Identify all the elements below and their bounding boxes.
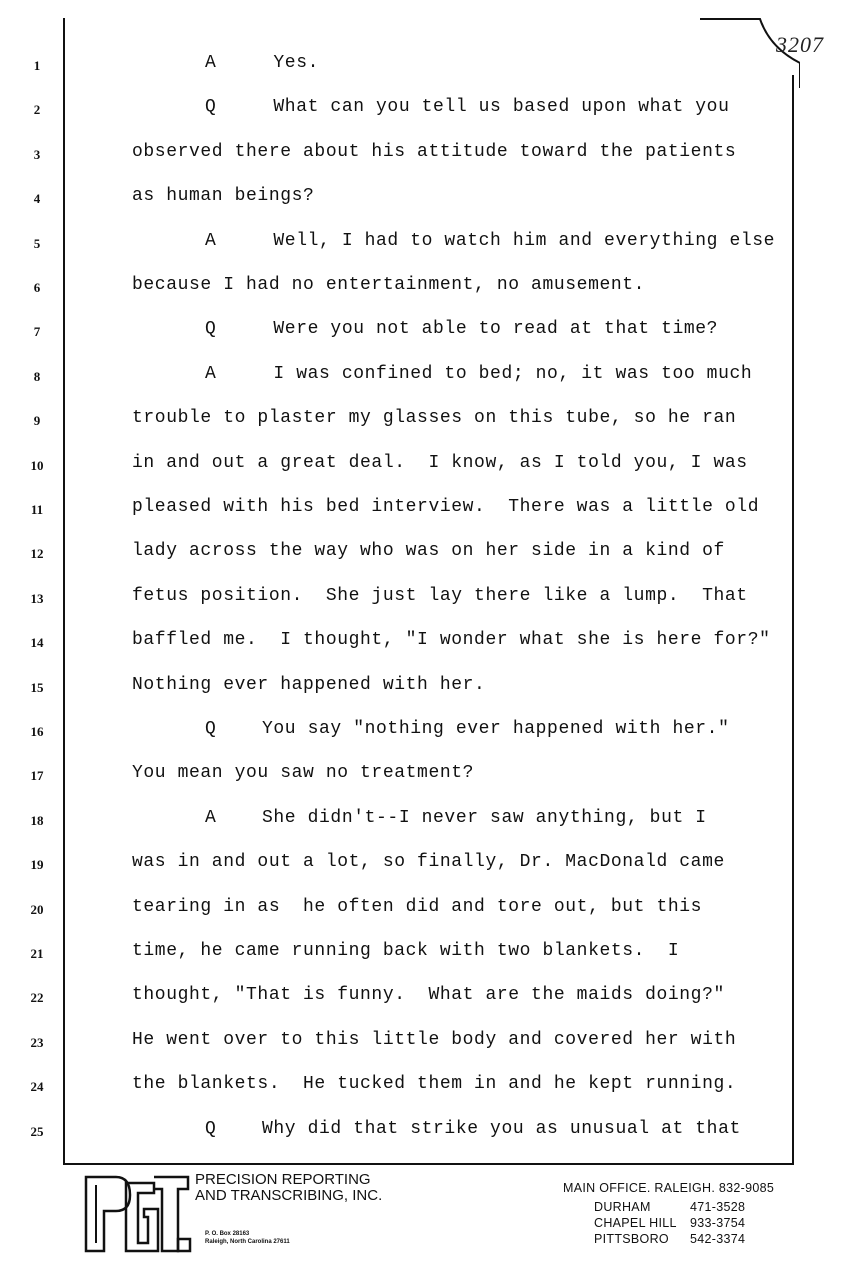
firm-address <box>205 1230 290 1246</box>
page-number: 3207 <box>776 32 824 57</box>
line-number: 8 <box>33 368 41 384</box>
office-phone: 542-3374 <box>690 1232 746 1246</box>
transcript-line: Q Why did that strike you as unusual at that <box>205 1118 741 1139</box>
transcript-line: You mean you saw no treatment? <box>132 763 475 784</box>
line-number: 11 <box>30 502 44 517</box>
line-number: 4 <box>33 191 41 207</box>
transcript-line: Q What can you tell us based upon what you <box>205 97 730 118</box>
office-row <box>594 1200 745 1214</box>
line-number: 18 <box>30 812 44 828</box>
office-phone: 471-3528 <box>690 1200 746 1214</box>
office-city: DURHAM <box>594 1200 651 1214</box>
firm-name <box>195 1172 382 1204</box>
transcript-line: A She didn't--I never saw anything, but I <box>205 807 707 828</box>
office-city: CHAPEL HILL <box>594 1216 677 1230</box>
left-margin-rule <box>63 18 65 1165</box>
address-line-1: P. O. Box 28163 <box>205 1231 250 1237</box>
line-number: 9 <box>33 413 41 429</box>
firm-name-line-2: AND TRANSCRIBING, INC. <box>195 1187 383 1204</box>
line-number: 22 <box>30 990 44 1006</box>
line-number: 13 <box>30 590 44 606</box>
line-number: 7 <box>33 324 41 340</box>
main-office: MAIN OFFICE. RALEIGH. 832-9085 <box>563 1181 775 1195</box>
transcript-line: because I had no entertainment, no amusement. <box>132 275 646 295</box>
transcript-line: Q You say "nothing ever happened with her." <box>205 719 730 739</box>
transcript-line: lady across the way who was on her side in a kind of <box>132 541 725 562</box>
line-number: 24 <box>30 1079 44 1095</box>
line-number: 21 <box>30 946 44 961</box>
line-number: 5 <box>33 235 41 251</box>
transcript-line: observed there about his attitude toward the patients <box>132 141 737 162</box>
transcript-line: baffled me. I thought, "I wonder what she is here for?" <box>132 630 771 651</box>
address-line-2: Raleigh, North Carolina 27611 <box>205 1239 290 1245</box>
office-row <box>594 1216 745 1230</box>
line-number: 3 <box>33 146 41 162</box>
transcript-line: time, he came running back with two blankets. I <box>132 941 680 961</box>
transcript-line: in and out a great deal. I know, as I told you, I was <box>132 452 748 473</box>
transcript-line: was in and out a lot, so finally, Dr. MacDonald came <box>132 852 725 873</box>
office-row <box>594 1232 745 1246</box>
transcript-line: trouble to plaster my glasses on this tube, so he ran <box>132 408 737 429</box>
line-number: 16 <box>30 724 44 739</box>
transcript-line: thought, "That is funny. What are the maids doing?" <box>132 985 725 1006</box>
bottom-margin-rule <box>63 1163 793 1165</box>
line-number: 23 <box>30 1034 44 1050</box>
transcript-line: A Yes. <box>205 53 320 73</box>
transcript-line: pleased with his bed interview. There was a little old <box>132 497 760 517</box>
line-number: 12 <box>30 546 44 562</box>
line-number: 10 <box>30 457 44 473</box>
transcript-line: fetus position. She just lay there like a lump. That <box>132 585 748 606</box>
transcript-line: He went over to this little body and covered her with <box>132 1029 737 1050</box>
line-number: 19 <box>30 857 44 873</box>
office-city: PITTSBORO <box>594 1232 669 1246</box>
line-number: 14 <box>30 635 44 651</box>
right-margin-rule <box>792 75 794 1165</box>
transcript-line: A I was confined to bed; no, it was too much <box>205 363 753 384</box>
transcript-line: Nothing ever happened with her. <box>132 674 486 695</box>
transcript-line: as human beings? <box>132 186 315 207</box>
line-number: 20 <box>30 901 44 917</box>
office-phone: 933-3754 <box>690 1216 746 1230</box>
pt-logo <box>82 1173 192 1255</box>
transcript-line: the blankets. He tucked them in and he kept running. <box>132 1074 737 1095</box>
transcript-line: A Well, I had to watch him and everything else <box>205 230 776 251</box>
transcript-line: tearing in as he often did and tore out, but this <box>132 896 703 917</box>
firm-name-line-1: PRECISION REPORTING <box>195 1171 371 1188</box>
transcript-line: Q Were you not able to read at that time? <box>205 319 719 340</box>
line-number: 1 <box>33 58 41 73</box>
line-number: 2 <box>33 102 41 118</box>
line-number: 17 <box>30 768 44 784</box>
line-number: 15 <box>30 679 44 695</box>
line-number: 6 <box>33 280 41 295</box>
line-number: 25 <box>30 1123 44 1139</box>
